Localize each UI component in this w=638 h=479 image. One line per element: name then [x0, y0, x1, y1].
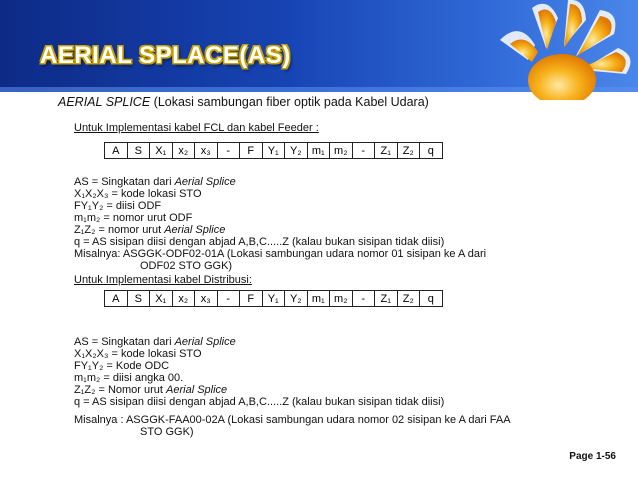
- section1-code-cell: Z₂: [397, 143, 420, 159]
- section2-code-table: [104, 290, 443, 307]
- section1-code-table: [104, 142, 443, 159]
- section1-code-cell: F: [240, 143, 263, 159]
- section1-code-cell: -: [217, 143, 240, 159]
- section2-code-row: [105, 291, 443, 307]
- section1-code-cell: X₁: [150, 143, 173, 159]
- section2-example-line2: STO GGK): [140, 426, 194, 438]
- section1-label: Untuk Implementasi kabel FCL dan kabel Feeder :: [74, 122, 319, 134]
- main-heading: [58, 95, 429, 109]
- section2-code-cell: x₂: [172, 291, 195, 307]
- section1-example-line2: ODF02 STO GGK): [140, 260, 233, 272]
- section2-code-cell: x₃: [195, 291, 218, 307]
- section2-code-cell: Y₂: [285, 291, 308, 307]
- section2-def-q: q = AS sisipan diisi dengan abjad A,B,C.....Z (kalau bukan sisipan tidak diisi): [74, 396, 445, 408]
- section2-example-line1: Misalnya : ASGGK-FAA00-02A (Lokasi sambungan udara nomor 02 sisipan ke A dari FAA: [74, 414, 511, 426]
- section2-code-cell: Z₁: [375, 291, 398, 307]
- section2-def-as: AS = Singkatan dari Aerial Splice: [74, 336, 236, 348]
- section2-code-cell: m₂: [330, 291, 353, 307]
- section2-def-z: Z₁Z₂ = Nomor urut Aerial Splice: [74, 384, 228, 396]
- section2-code-cell: q: [420, 291, 443, 307]
- section2-def-x: X₁X₂X₃ = kode lokasi STO: [74, 348, 202, 360]
- section2-code-cell: Y₁: [262, 291, 285, 307]
- section1-code-cell: q: [420, 143, 443, 159]
- section2-code-cell: A: [105, 291, 128, 307]
- section1-code-cell: A: [105, 143, 128, 159]
- page-number: Page 1-56: [569, 451, 616, 462]
- section2-code-cell: -: [217, 291, 240, 307]
- section2-code-cell: S: [127, 291, 150, 307]
- section1-code-cell: m₂: [330, 143, 353, 159]
- section2-def-m: m₁m₂ = diisi angka 00.: [74, 372, 184, 384]
- section1-code-cell: x₃: [195, 143, 218, 159]
- section1-code-row: [105, 143, 443, 159]
- heading-italic: AERIAL SPLICE: [58, 95, 151, 109]
- heading-rest: (Lokasi sambungan fiber optik pada Kabel Udara): [150, 95, 429, 109]
- section1-code-cell: m₁: [307, 143, 330, 159]
- section1-code-cell: S: [127, 143, 150, 159]
- section2-code-cell: F: [240, 291, 263, 307]
- section1-code-cell: Z₁: [375, 143, 398, 159]
- section1-def-x: X₁X₂X₃ = kode lokasi STO: [74, 188, 202, 200]
- section2-code-cell: Z₂: [397, 291, 420, 307]
- section1-def-q: q = AS sisipan diisi dengan abjad A,B,C.....Z (kalau bukan sisipan tidak diisi): [74, 236, 445, 248]
- section1-code-cell: Y₂: [285, 143, 308, 159]
- section1-def-fy: FY₁Y₂ = diisi ODF: [74, 200, 162, 212]
- section1-code-cell: x₂: [172, 143, 195, 159]
- section1-example-line1: Misalnya: ASGGK-ODF02-01A (Lokasi sambungan udara nomor 01 sisipan ke A dari: [74, 248, 487, 260]
- section1-def-as: AS = Singkatan dari Aerial Splice: [74, 176, 236, 188]
- slide-title: AERIAL SPLACE(AS): [40, 42, 291, 69]
- section2-label: Untuk Implementasi kabel Distribusi:: [74, 274, 252, 286]
- section2-code-cell: X₁: [150, 291, 173, 307]
- section1-def-m: m₁m₂ = nomor urut ODF: [74, 212, 193, 224]
- section2-def-fy: FY₁Y₂ = Kode ODC: [74, 360, 170, 372]
- section1-code-cell: Y₁: [262, 143, 285, 159]
- section2-code-cell: m₁: [307, 291, 330, 307]
- section1-code-cell: -: [352, 143, 375, 159]
- section2-code-cell: -: [352, 291, 375, 307]
- section1-def-z: Z₁Z₂ = nomor urut Aerial Splice: [74, 224, 226, 236]
